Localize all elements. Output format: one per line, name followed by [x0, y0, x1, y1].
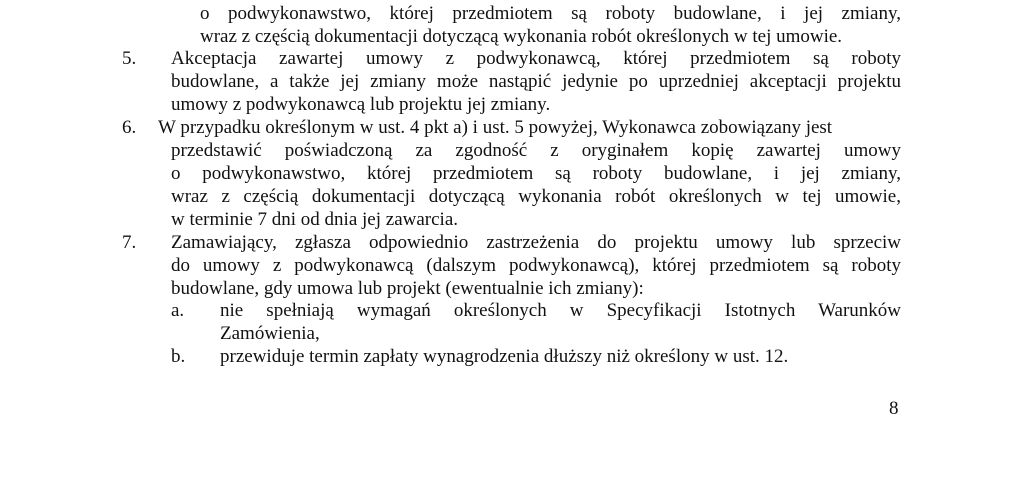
item6-number: 6. — [122, 117, 137, 138]
item7-subitem-b-line-1: przewiduje termin zapłaty wynagrodzenia dłuższy niż określony w ust. 12. — [220, 346, 789, 367]
item5-number: 5. — [122, 48, 137, 69]
item6-line-4: wraz z częścią dokumentacji dotyczącą wykonania robót określonych w tej umowie, — [171, 186, 901, 207]
item7-subitem-a-letter: a. — [171, 300, 185, 321]
item7-line-2: do umowy z podwykonawcą (dalszym podwykonawcą), której przedmiotem są roboty — [171, 255, 901, 276]
item7-line-3: budowlane, gdy umowa lub projekt (ewentualnie ich zmiany): — [171, 278, 644, 299]
item4-tail-line-1: o podwykonawstwo, której przedmiotem są roboty budowlane, i jej zmiany, — [200, 3, 901, 24]
item7-subitem-b-letter: b. — [171, 346, 186, 367]
item7-number: 7. — [122, 232, 137, 253]
page-number: 8 — [889, 398, 899, 419]
item6-line-3: o podwykonawstwo, której przedmiotem są roboty budowlane, i jej zmiany, — [171, 163, 901, 184]
item7-line-1: Zamawiający, zgłasza odpowiednio zastrzeżenia do projektu umowy lub sprzeciw — [171, 232, 901, 253]
item5-line-2: budowlane, a także jej zmiany może nastąpić jedynie po uprzedniej akceptacji projektu — [171, 71, 901, 92]
item7-subitem-a-line-2: Zamówienia, — [220, 323, 320, 344]
item5-line-1: Akceptacja zawartej umowy z podwykonawcą, której przedmiotem są roboty — [171, 48, 901, 69]
item5-line-3: umowy z podwykonawcą lub projektu jej zmiany. — [171, 94, 551, 115]
item6-line-5: w terminie 7 dni od dnia jej zawarcia. — [171, 209, 459, 230]
item4-tail-line-2: wraz z częścią dokumentacji dotyczącą wykonania robót określonych w tej umowie. — [200, 26, 843, 47]
item6-line-2: przedstawić poświadczoną za zgodność z oryginałem kopię zawartej umowy — [171, 140, 901, 161]
item6-line-1: W przypadku określonym w ust. 4 pkt a) i ust. 5 powyżej, Wykonawca zobowiązany jest — [158, 117, 833, 138]
item7-subitem-a-line-1: nie spełniają wymagań określonych w Specyfikacji Istotnych Warunków — [220, 300, 901, 321]
